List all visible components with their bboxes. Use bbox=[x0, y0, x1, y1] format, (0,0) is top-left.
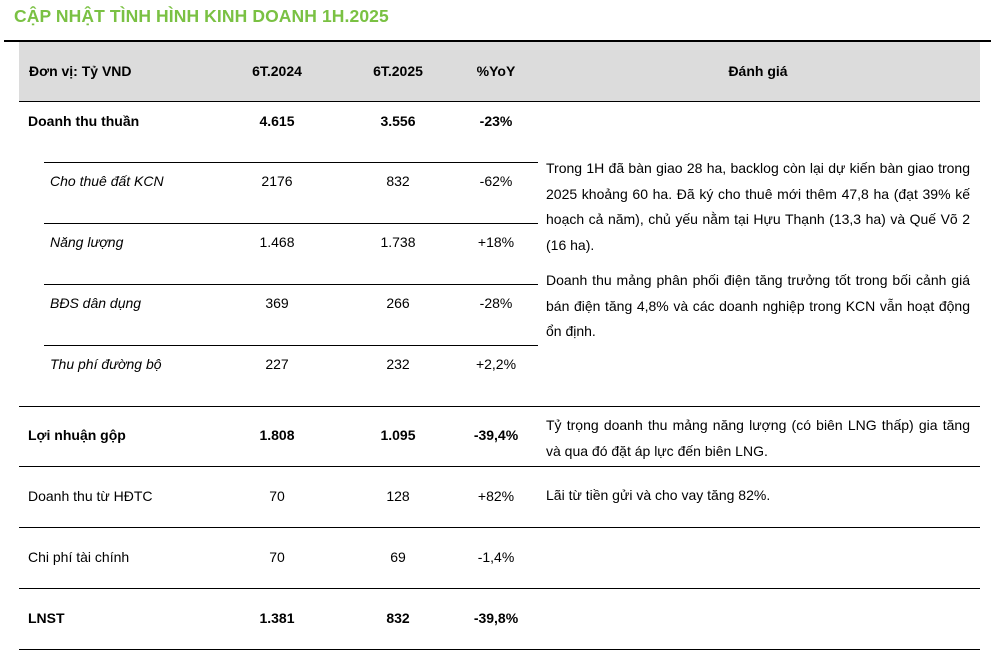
note-gross-profit: Tỷ trọng doanh thu mảng năng lượng (có biên LNG thấp) gia tăng và qua đó đặt áp lực đến biên LNG. bbox=[546, 417, 970, 459]
value-yoy: +82% bbox=[477, 488, 515, 504]
row-label: Cho thuê đất KCN bbox=[50, 173, 164, 189]
value-6t2025: 3.556 bbox=[380, 113, 416, 129]
value-6t2024: 1.468 bbox=[259, 234, 295, 250]
header-6t2025: 6T.2025 bbox=[373, 63, 423, 79]
note-revenue-power: Doanh thu mảng phân phối điện tăng trưởng tốt trong bối cảnh giá bán điện tăng 4,8% và các doanh nghiệp trong KCN vẫn hoạt động ổn định. bbox=[546, 272, 970, 339]
value-yoy: +18% bbox=[477, 234, 515, 250]
row-divider bbox=[19, 406, 980, 407]
value-6t2025: 832 bbox=[386, 610, 410, 626]
row-divider bbox=[44, 345, 538, 346]
header-unit: Đơn vị: Tỷ VND bbox=[29, 63, 132, 79]
value-6t2024: 227 bbox=[265, 356, 289, 372]
value-6t2025: 232 bbox=[386, 356, 410, 372]
row-label: Doanh thu từ HĐTC bbox=[28, 488, 153, 504]
value-yoy: -39,4% bbox=[473, 427, 519, 443]
row-label: Thu phí đường bộ bbox=[50, 356, 162, 372]
value-6t2024: 4.615 bbox=[259, 113, 295, 129]
page-title: CẬP NHẬT TÌNH HÌNH KINH DOANH 1H.2025 bbox=[14, 6, 389, 26]
header-6t2024: 6T.2024 bbox=[252, 63, 302, 79]
note-revenue-land: Trong 1H đã bàn giao 28 ha, backlog còn lại dự kiến bàn giao trong 2025 khoảng 60 ha. Đã ký cho thuê mới thêm 47,8 ha (đạt 39% kế hoạch cả năm), chủ yếu nằm tại Hựu Thạnh (13,3 ha) và Quế Võ 2 (16 ha). bbox=[546, 160, 970, 253]
header-yoy: %YoY bbox=[476, 63, 516, 79]
value-6t2025: 128 bbox=[386, 488, 410, 504]
header-assessment: Đánh giá bbox=[728, 63, 788, 79]
row-label: Năng lượng bbox=[50, 234, 124, 250]
value-6t2024: 2176 bbox=[261, 173, 293, 189]
row-divider bbox=[44, 223, 538, 224]
value-6t2025: 69 bbox=[390, 549, 406, 565]
table-header bbox=[19, 42, 980, 102]
value-6t2024: 70 bbox=[269, 488, 285, 504]
note-financial-income: Lãi từ tiền gửi và cho vay tăng 82%. bbox=[546, 487, 771, 503]
table-bottom-divider bbox=[19, 649, 980, 650]
row-divider bbox=[44, 284, 538, 285]
value-6t2025: 266 bbox=[386, 295, 410, 311]
value-yoy: -1,4% bbox=[477, 549, 515, 565]
row-divider bbox=[44, 162, 538, 163]
value-6t2024: 1.808 bbox=[259, 427, 295, 443]
row-divider bbox=[19, 466, 980, 467]
value-6t2024: 70 bbox=[269, 549, 285, 565]
value-6t2025: 1.738 bbox=[380, 234, 416, 250]
value-6t2025: 1.095 bbox=[380, 427, 416, 443]
row-label: Chi phí tài chính bbox=[28, 549, 130, 565]
row-divider bbox=[19, 588, 980, 589]
row-label: Doanh thu thuần bbox=[28, 113, 140, 129]
value-6t2025: 832 bbox=[386, 173, 410, 189]
row-label: BĐS dân dụng bbox=[50, 295, 142, 311]
value-yoy: +2,2% bbox=[475, 356, 517, 372]
row-divider bbox=[19, 527, 980, 528]
value-6t2024: 369 bbox=[265, 295, 289, 311]
row-label: LNST bbox=[28, 610, 65, 626]
value-6t2024: 1.381 bbox=[259, 610, 295, 626]
row-label: Lợi nhuận gộp bbox=[28, 427, 126, 443]
value-yoy: -39,8% bbox=[473, 610, 519, 626]
value-yoy: -28% bbox=[479, 295, 513, 311]
value-yoy: -62% bbox=[479, 173, 513, 189]
value-yoy: -23% bbox=[479, 113, 513, 129]
